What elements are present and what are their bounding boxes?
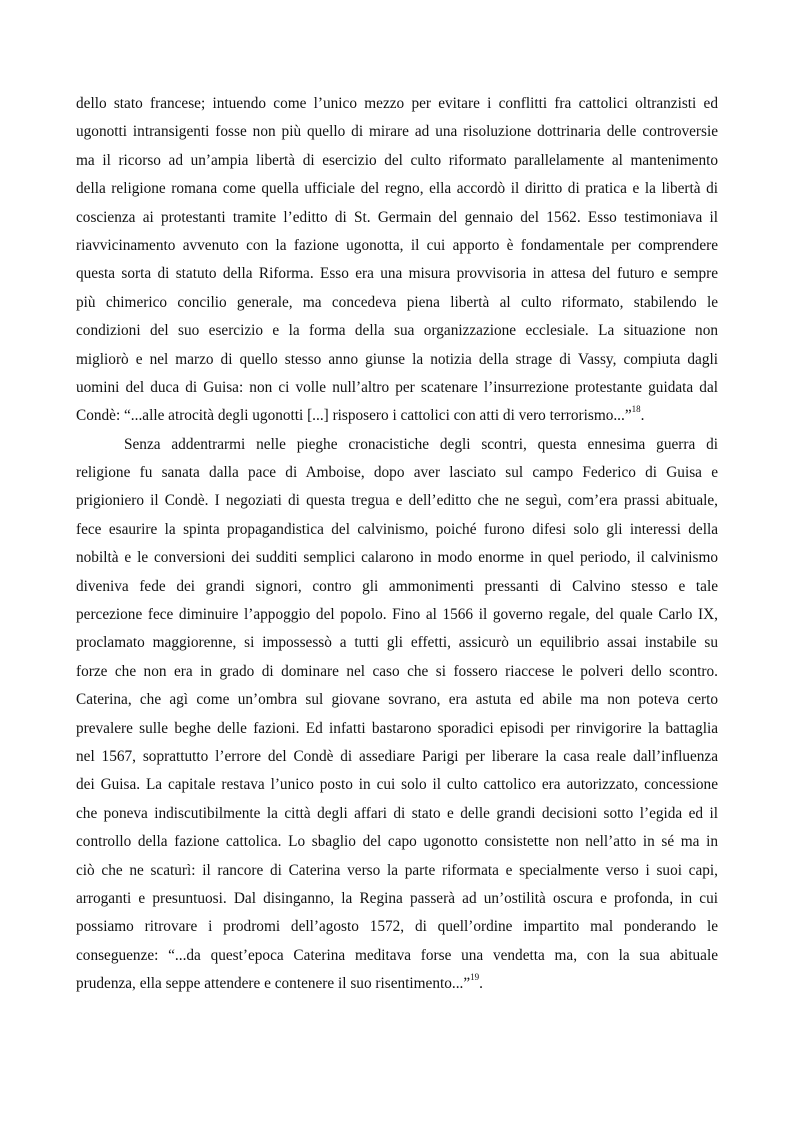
paragraph-1 xyxy=(76,90,718,431)
text-line: prevalere sulle beghe delle fazioni. Ed infatti bastarono sporadici episodi per rinvigorire la battaglia xyxy=(76,719,718,737)
text-line: uomini del duca di Guisa: non ci volle null’altro per scatenare l’insurrezione protestante guidata dal xyxy=(76,378,718,396)
text-line: controllo della fazione cattolica. Lo sbaglio del capo ugonotto consistette non nell’atto in sé ma in xyxy=(76,833,718,851)
text-line: dei Guisa. La capitale restava l’unico posto in cui solo il culto cattolico era autorizzato, concessione xyxy=(76,776,718,794)
text-line: arroganti e presuntuosi. Dal disinganno, la Regina passerà ad un’ostilità oscura e profonda, in cui xyxy=(76,889,718,907)
footnote-marker: 18 xyxy=(631,404,641,415)
text-line: conseguenze: “...da quest’epoca Caterina meditava forse una vendetta ma, con la sua abituale xyxy=(76,946,718,964)
text-line: possiamo ritrovare i prodromi dell’agosto 1572, di quell’ordine impartito mal ponderando le xyxy=(76,918,718,936)
trailing-punctuation: . xyxy=(640,407,645,425)
text-line: riavvicinamento avvenuto con la fazione ugonotta, il cui apporto è fondamentale per comprendere xyxy=(76,236,718,254)
text-line: nel 1567, soprattutto l’errore del Condè di assediare Parigi per liberare la casa reale dall’influenza xyxy=(76,747,718,765)
text-line: più chimerico concilio generale, ma concedeva piena libertà al culto riformato, stabilendo le xyxy=(76,293,718,311)
text-line: ugonotti intransigenti fosse non più quello di mirare ad una risoluzione dottrinaria delle controversie xyxy=(76,123,718,141)
text-line: Caterina, che agì come un’ombra sul giovane sovrano, era astuta ed abile ma non poteva certo xyxy=(76,691,718,709)
text-line: fece esaurire la spinta propagandistica del calvinismo, poiché furono difesi solo gli interessi della xyxy=(76,520,718,538)
text-line: forze che non era in grado di dominare nel caso che si fossero riaccese le polveri dello scontro. xyxy=(76,662,718,680)
text-line: prigioniero il Condè. I negoziati di questa tregua e dell’editto che ne seguì, com’era prassi abituale, xyxy=(76,492,718,510)
text-line: proclamato maggiorenne, si impossessò a tutti gli effetti, assicurò un equilibrio assai instabile su xyxy=(76,634,718,652)
text-line: dello stato francese; intuendo come l’unico mezzo per evitare i conflitti fra cattolici oltranzisti ed xyxy=(76,95,718,112)
text-line: condizioni del suo esercizio e la forma della sua organizzazione ecclesiale. La situazione non xyxy=(76,322,718,340)
body-text xyxy=(76,90,718,999)
text-line: coscienza ai protestanti tramite l’editto di St. Germain del gennaio del 1562. Esso testimoniava il xyxy=(76,208,718,226)
text-line: nobiltà e le conversioni dei sudditi semplici calarono in modo enorme in quel periodo, il calvinismo xyxy=(76,549,718,567)
text-line: questa sorta di statuto della Riforma. Esso era una misura provvisoria in attesa del futuro e sempre xyxy=(76,265,718,283)
text-line: ma il ricorso ad un’ampia libertà di esercizio del culto riformato parallelamente al mantenimento xyxy=(76,151,718,169)
text-line: migliorò e nel marzo di quello stesso anno giunse la notizia della strage di Vassy, compiuta dagli xyxy=(76,350,718,368)
text-line: Senza addentrarmi nelle pieghe cronacistiche degli scontri, questa ennesima guerra di xyxy=(124,435,718,453)
text-line: percezione fece diminuire l’appoggio del popolo. Fino al 1566 il governo regale, del quale Carlo IX, xyxy=(76,606,718,624)
text-line-last xyxy=(76,402,718,430)
line-text: prudenza, ella seppe attendere e contenere il suo risentimento...” xyxy=(76,975,471,993)
text-line: che poneva indiscutibilmente la città degli affari di stato e delle grandi decisioni sotto l’egida ed il xyxy=(76,804,718,822)
text-line: religione fu sanata dalla pace di Amboise, dopo aver lasciato sul campo Federico di Guisa e xyxy=(76,464,718,482)
footnote-marker: 19 xyxy=(470,972,480,983)
text-line: della religione romana come quella ufficiale del regno, ella accordò il diritto di pratica e la libertà di xyxy=(76,180,718,198)
text-line: ciò che ne scaturì: il rancore di Caterina verso la parte riformata e specialmente verso i suoi capi, xyxy=(76,861,718,879)
trailing-punctuation: . xyxy=(479,975,483,993)
text-line: diveniva fede dei grandi signori, contro gli ammonimenti pressanti di Calvino stesso e tale xyxy=(76,577,718,595)
line-text: Condè: “...alle atrocità degli ugonotti [...] risposero i cattolici con atti di vero terrorismo...” xyxy=(76,407,632,425)
paragraph-2 xyxy=(76,431,718,999)
text-line-last xyxy=(76,970,718,998)
